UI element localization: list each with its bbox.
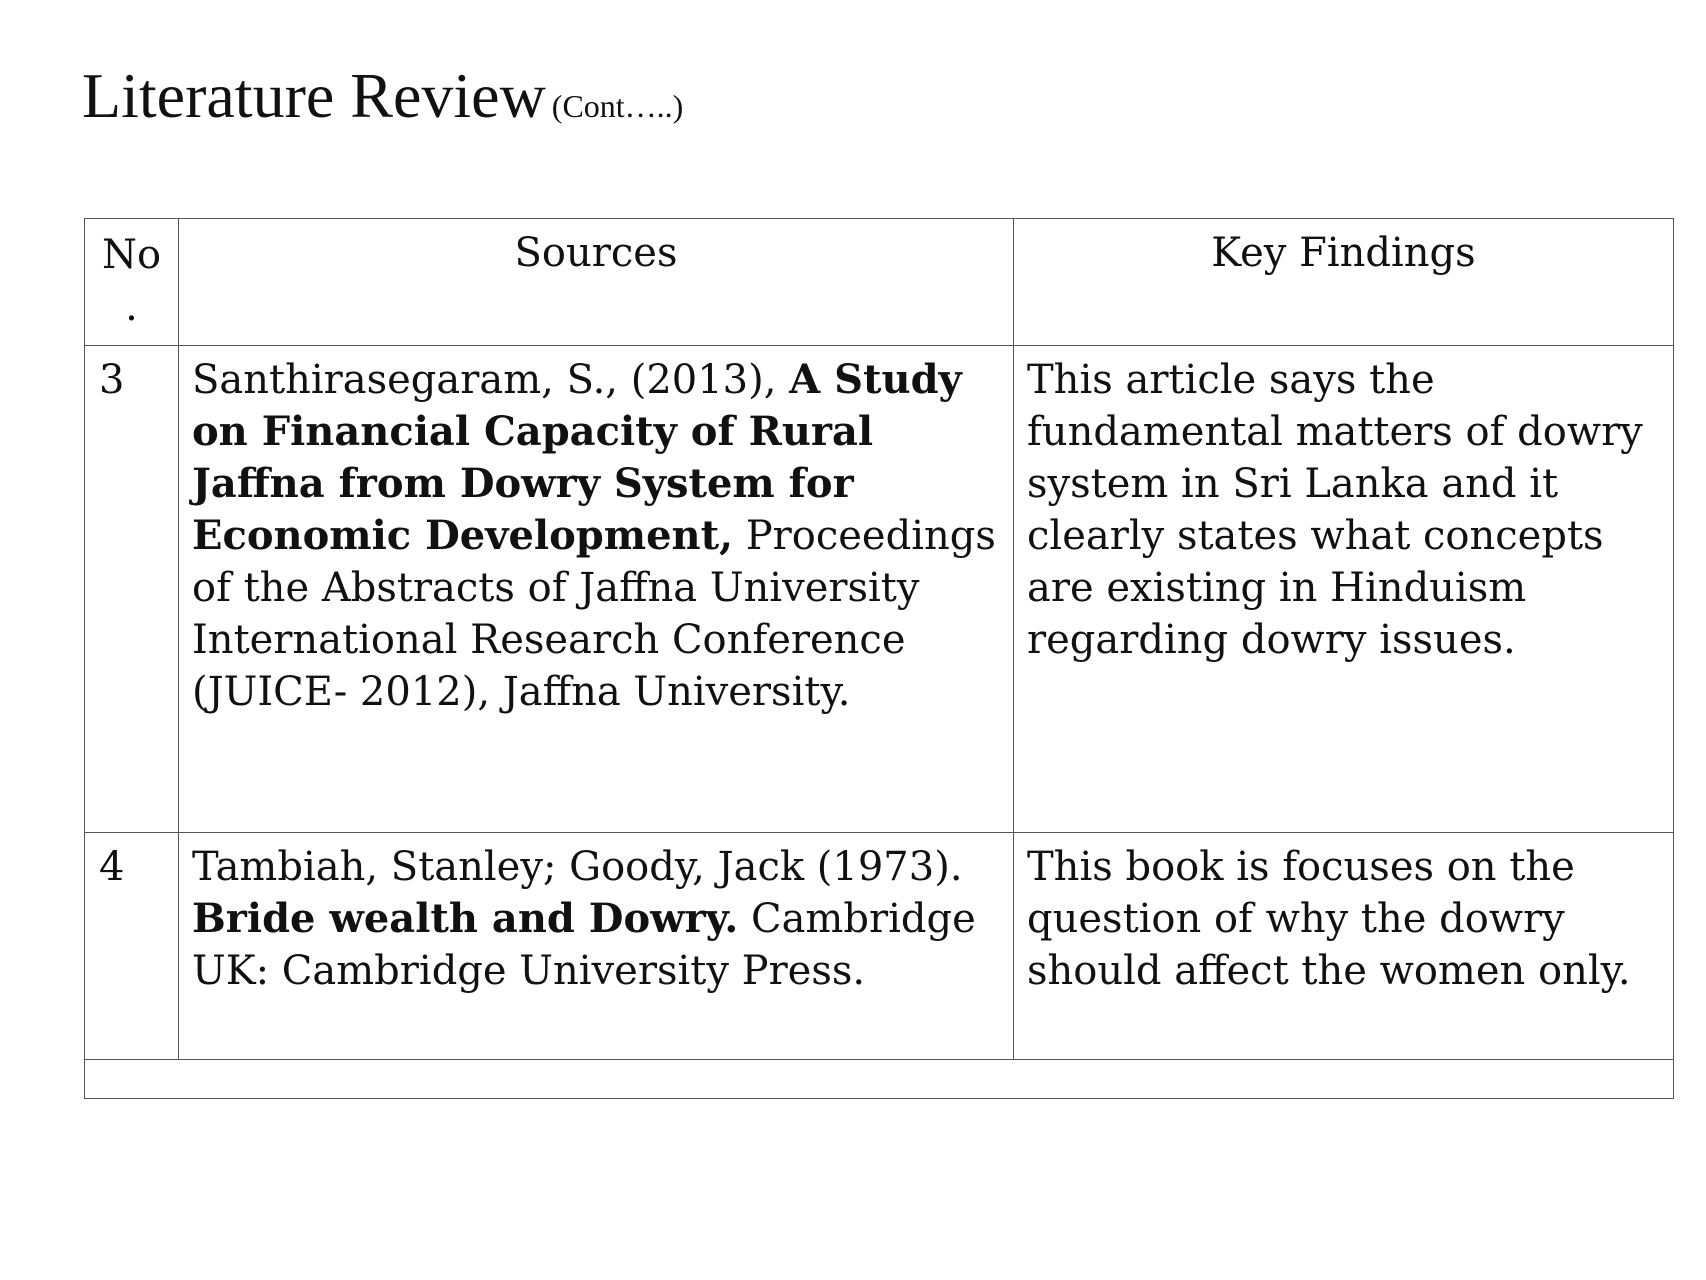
source-title: Bride wealth and Dowry. [192,895,739,942]
source-authors: Santhirasegaram, S., (2013), [192,357,790,403]
slide-title [82,60,684,131]
empty-row [85,1060,1674,1099]
row-number: 3 [85,346,179,833]
header-sources: Sources [179,219,1014,346]
source-authors: Tambiah, Stanley; Goody, Jack (1973). [192,844,963,890]
source-title: A Study on Financial Capacity of Rural Jaffna from Dowry System for Economic Development, [192,356,962,559]
header-no-line1: No [101,232,162,278]
literature-review-table [84,218,1674,1099]
table-row [85,833,1674,1060]
row-number: 4 [85,833,179,1060]
key-finding: This article says the fundamental matters of dowry system in Sri Lanka and it clearly states what concepts are existing in Hinduism regarding dowry issues. [1014,346,1674,833]
table-row [85,346,1674,833]
header-no [85,219,179,346]
title-cont-suffix: (Cont…..) [551,88,684,124]
table-header-row [85,219,1674,346]
key-finding: This book is focuses on the question of why the dowry should affect the women only. [1014,833,1674,1060]
title-main: Literature Review [82,60,546,131]
source-citation [179,833,1014,1060]
header-no-line2: . [125,284,138,330]
header-key-findings: Key Findings [1014,219,1674,346]
source-publication: Cambridge UK: Cambridge University Press. [192,896,976,994]
empty-cell [85,1060,1674,1099]
source-citation [179,346,1014,833]
source-publication: Proceedings of the Abstracts of Jaffna University International Research Conference (JUICE- 2012), Jaffna University. [192,513,996,715]
